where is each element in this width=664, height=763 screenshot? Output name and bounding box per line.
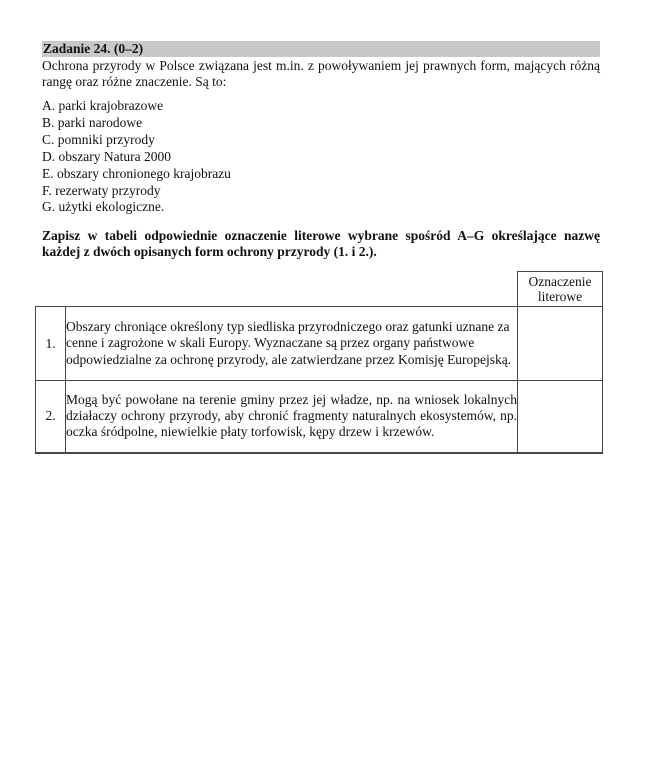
answer-table — [35, 271, 603, 454]
task-intro: Ochrona przyrody w Polsce związana jest m.in. z powoływaniem jej prawnych form, mających różną rangę oraz różne znaczenie. Są to: — [42, 58, 600, 89]
task-header: Zadanie 24. (0–2) — [42, 41, 600, 57]
answer-cell-1[interactable] — [518, 307, 603, 381]
task-instruction: Zapisz w tabeli odpowiednie oznaczenie literowe wybrane spośród A–G określające nazwę każdej z dwóch opisanych form ochrony przyrody (1. i 2.). — [42, 228, 600, 260]
row-number: 2. — [36, 381, 66, 453]
exam-page — [42, 41, 600, 440]
option-g: G. użytki ekologiczne. — [42, 199, 165, 215]
option-f: F. rezerwaty przyrody — [42, 182, 161, 198]
option-c: C. pomniki przyrody — [42, 131, 155, 147]
column-header-letter — [518, 272, 603, 307]
column-header-line1: Oznaczenie — [528, 274, 592, 289]
table-header-blank — [36, 272, 518, 307]
row-description: Mogą być powołane na terenie gminy przez jej władze, np. na wniosek lokalnych działaczy ochrony przyrody, aby chronić fragmenty naturalnych ekosystemów, np. oczka śródpolne, niewielkie płaty torfowisk, kępy drzew i krzewów. — [66, 381, 518, 453]
option-d: D. obszary Natura 2000 — [42, 148, 171, 164]
option-e: E. obszary chronionego krajobrazu — [42, 165, 231, 181]
column-header-line2: literowe — [537, 289, 583, 304]
answer-cell-2[interactable] — [518, 381, 603, 453]
table-row — [36, 381, 603, 453]
row-description: Obszary chroniące określony typ siedliska przyrodniczego oraz gatunki uznane za cenne i zagrożone w skali Europy. Wyznaczane są przez organy państwowe odpowiedzialne za ochronę przyrody, ale zatwierdzane przez Komisję Europejską. — [66, 307, 518, 381]
options-list — [42, 98, 600, 216]
table-header-row — [36, 272, 603, 307]
option-b: B. parki narodowe — [42, 114, 143, 130]
option-a: A. parki krajobrazowe — [42, 98, 164, 113]
table-row — [36, 307, 603, 381]
row-number: 1. — [36, 307, 66, 381]
